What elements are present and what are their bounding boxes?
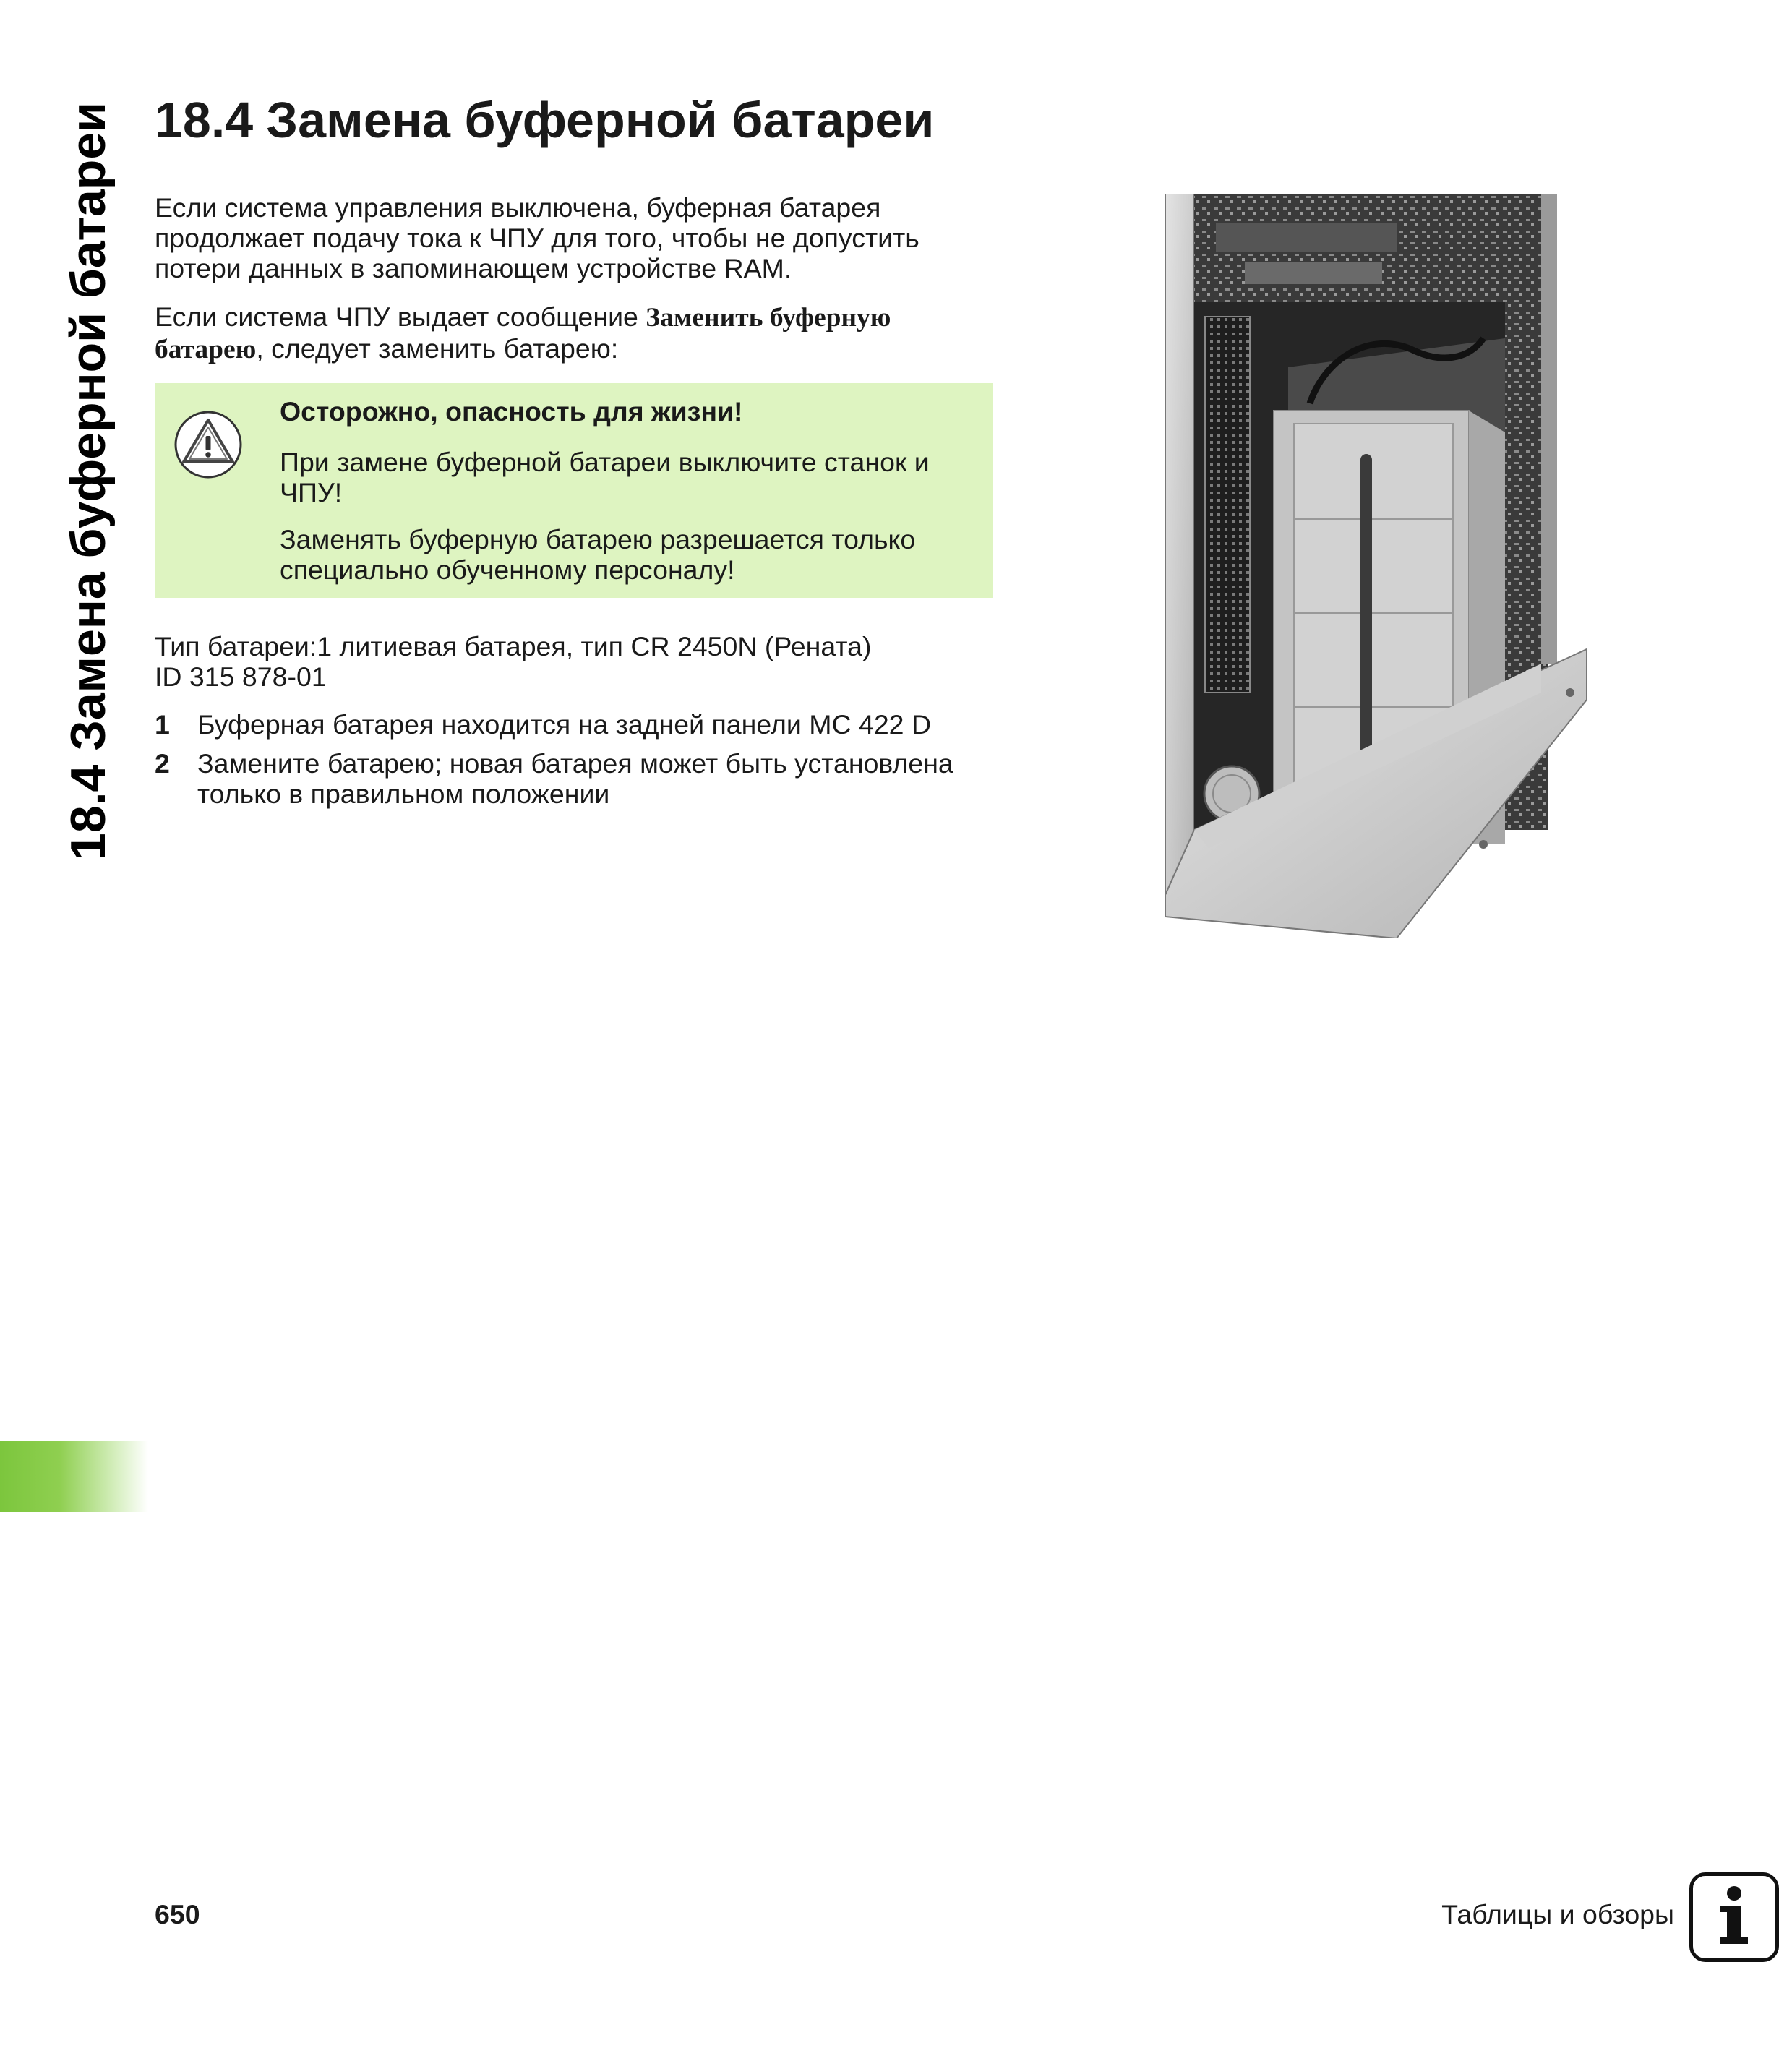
message-text-after: , следует заменить батарею:: [256, 333, 619, 364]
warning-text-2: Заменять буферную батарею разрешается только специально обученному персоналу!: [280, 524, 916, 585]
message-name: Заменить буферную батарею: [155, 303, 891, 364]
info-icon: [1689, 1872, 1779, 1962]
controller-photo: [1165, 194, 1587, 938]
step-number: 2: [155, 748, 170, 779]
battery-type-line: Тип батареи:1 литиевая батарея, тип CR 2450N (Рената): [155, 631, 872, 661]
warning-text-1: При замене буферной батареи выключите станок и ЧПУ!: [280, 447, 930, 507]
page-title: [155, 85, 934, 155]
warning-triangle-icon: [172, 408, 244, 481]
message-paragraph: [155, 301, 972, 365]
chapter-tab-marker: [0, 1441, 148, 1512]
intro-paragraph: Если система управления выключена, буферная батарея продолжает подачу тока к ЧПУ для того, чтобы не допустить потери данных в запоминающем устройстве RAM.: [155, 192, 919, 283]
warning-box: [155, 383, 993, 598]
step-text: Замените батарею; новая батарея может быть установлена только в правильном положении: [197, 748, 953, 809]
side-chapter-title: 18.4 Замена буферной батареи: [61, 102, 116, 860]
message-text-before: Если система ЧПУ выдает сообщение: [155, 301, 646, 332]
section-number: 18.4: [155, 92, 254, 148]
info-glyph-icon: [1693, 1876, 1775, 1958]
page-number: 650: [155, 1899, 200, 1929]
battery-id-line: ID 315 878-01: [155, 661, 327, 692]
section-title: Замена буферной батареи: [266, 92, 935, 148]
footer-section-title: Таблицы и обзоры: [1441, 1899, 1674, 1929]
step-text: Буферная батарея находится на задней панели MC 422 D: [197, 709, 932, 740]
warning-heading: Осторожно, опасность для жизни!: [280, 396, 743, 427]
step-number: 1: [155, 709, 170, 740]
battery-type: [155, 631, 972, 692]
